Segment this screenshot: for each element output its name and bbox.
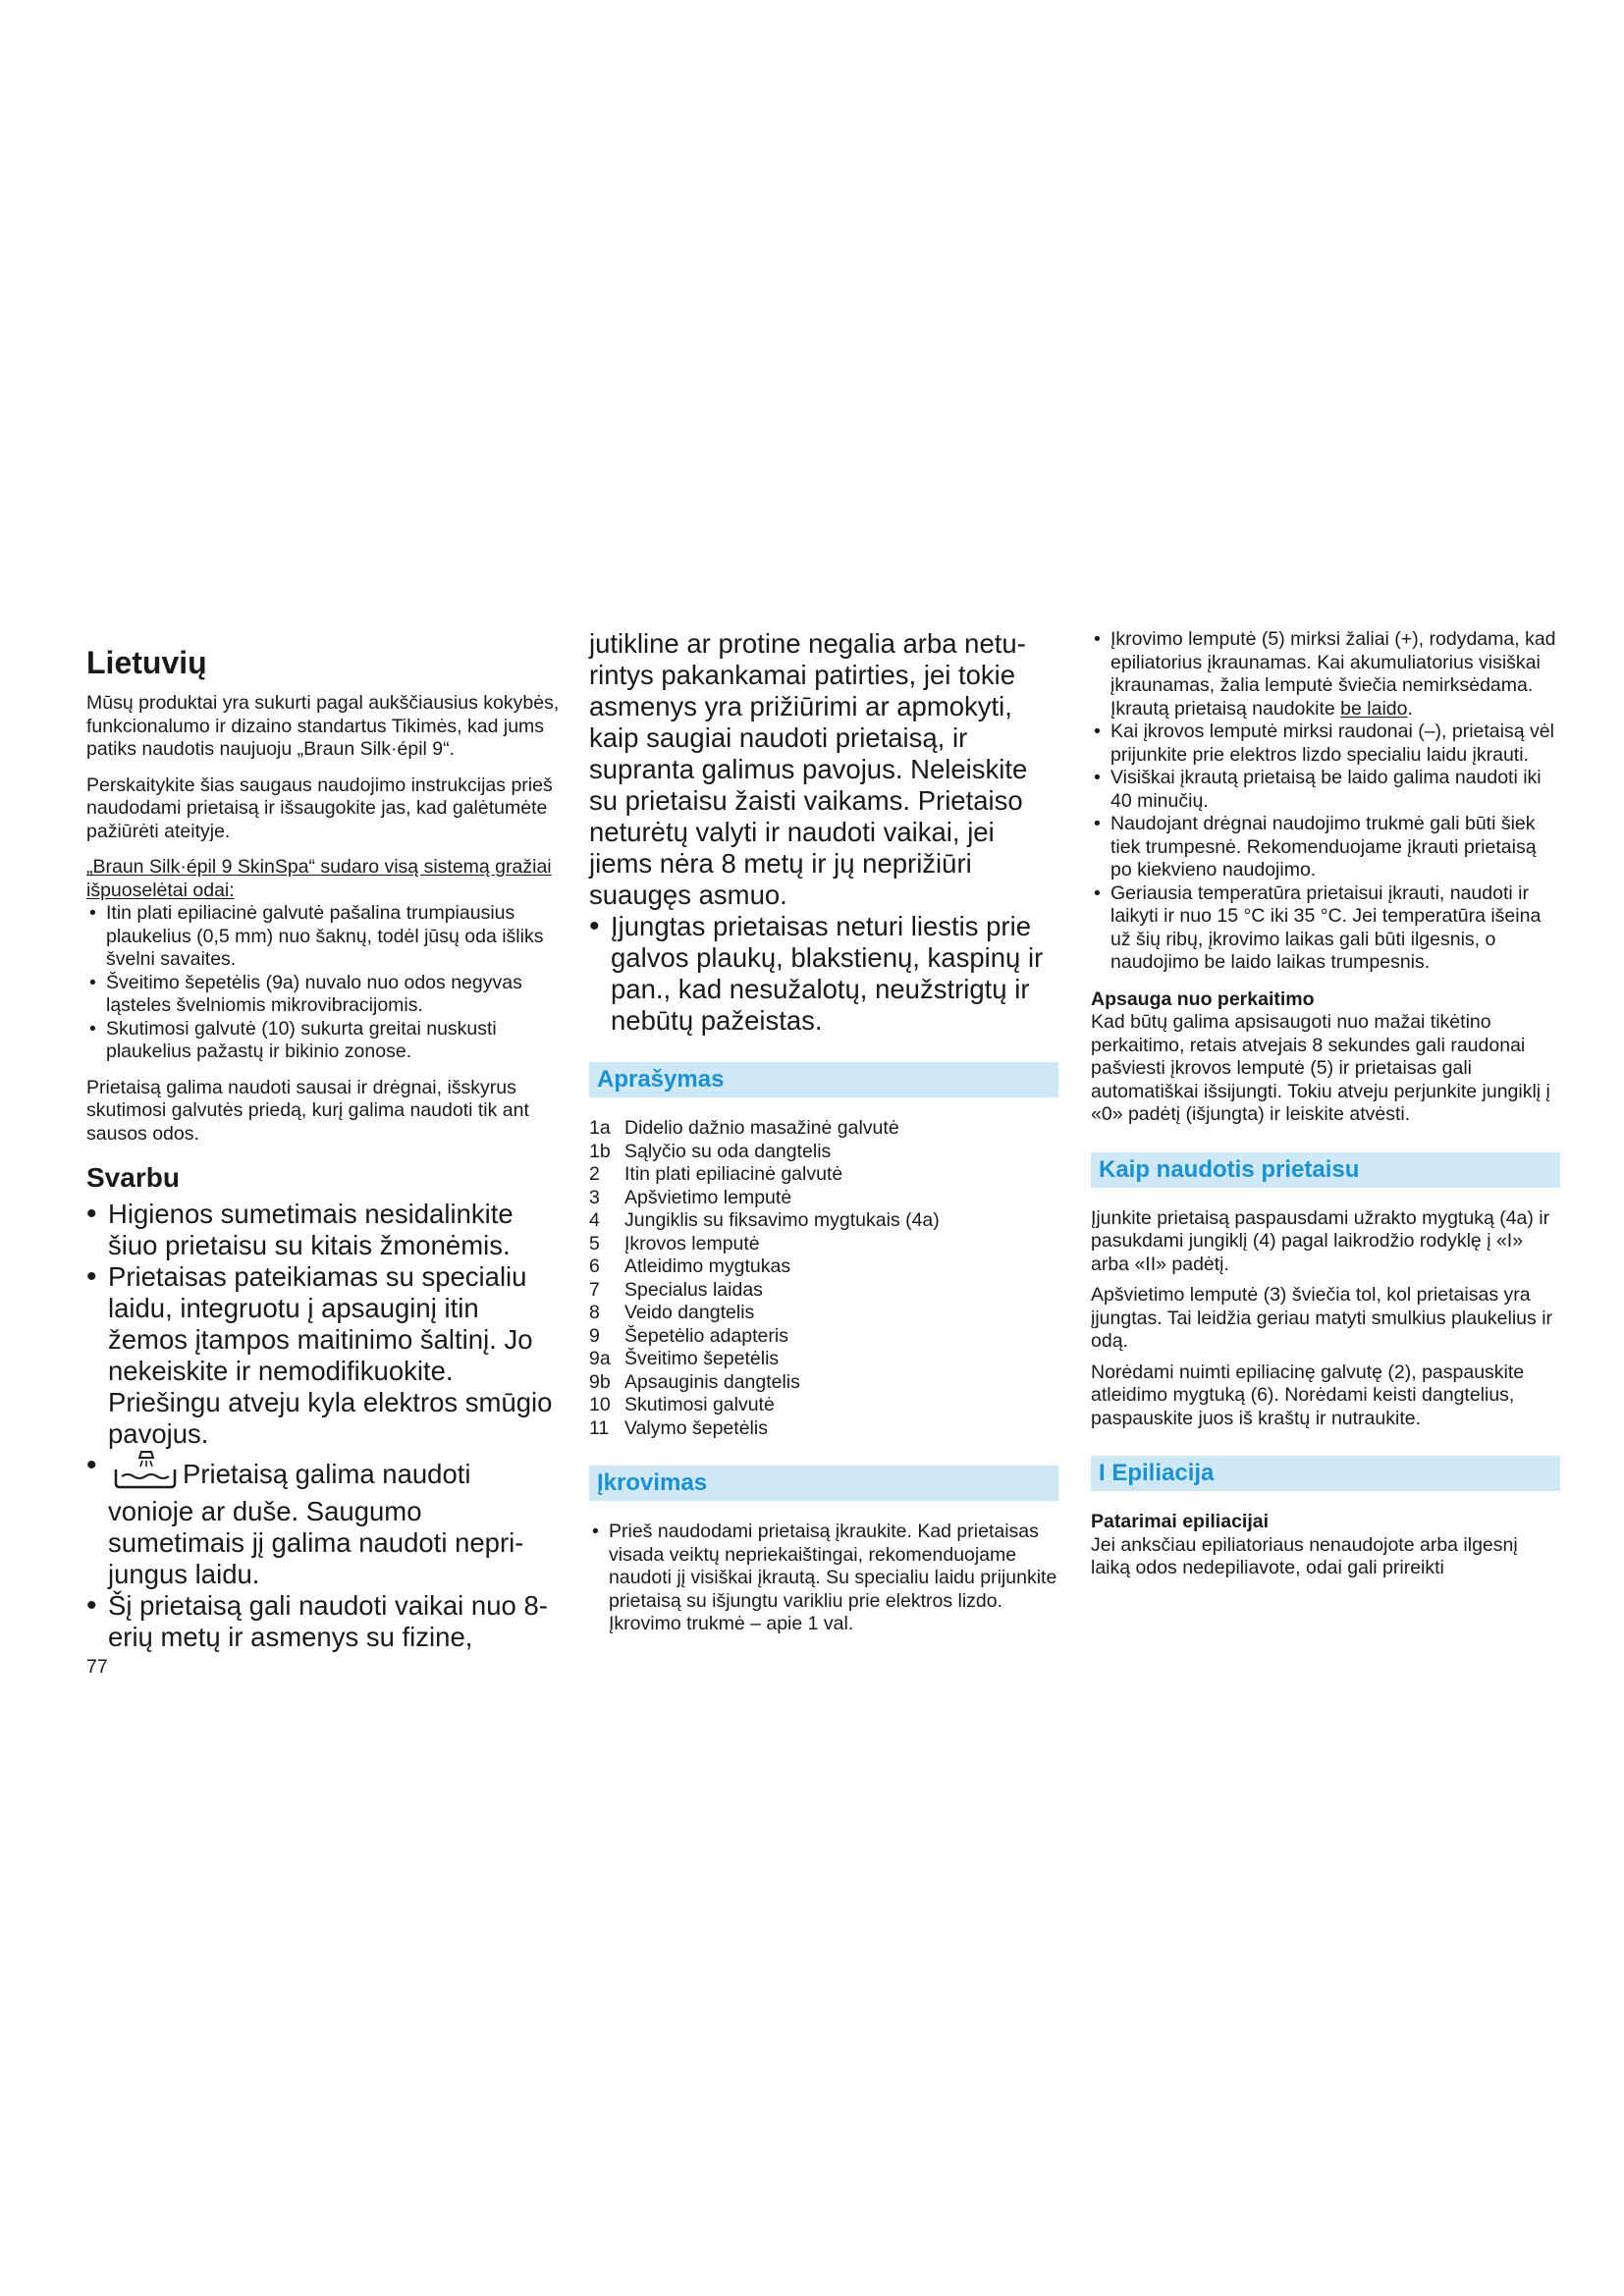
part-label: Didelio dažnio masažinė galvutė xyxy=(624,1117,899,1139)
part-number: 3 xyxy=(589,1186,600,1208)
bath-text-rest: vonioje ar duše. Saugumo sumetimais jį galima naudoti neprijungus laidu. xyxy=(108,1496,524,1589)
part-label: Jungiklis su fiksavimo mygtukais (4a) xyxy=(624,1209,940,1231)
charging-list xyxy=(589,1521,1058,1636)
part-row xyxy=(589,1163,1058,1187)
part-row xyxy=(589,1255,1058,1279)
column-middle xyxy=(589,628,1058,1636)
part-row xyxy=(589,1417,1058,1441)
safety-instructions-paragraph: Perskaitykite šias saugaus naudojimo instrukcijas prieš naudodami prietaisą ir išsaugokite jas, kad galėtumėte pažiūrėti ateityje. xyxy=(86,774,553,842)
how-to-paragraph: Norėdami nuimti epiliacinę galvutę (2), paspauskite atleidimo mygtuką (6). Norėdami keisti dangtelius, paspauskite juos iš kraštų ir nutraukite. xyxy=(1091,1361,1525,1429)
part-number: 2 xyxy=(589,1163,600,1185)
how-to-paragraph: Apšvietimo lemputė (3) šviečia tol, kol prietaisas yra įjungtas. Tai leidžia geriau matyti smulkius plaukelius ir odą. xyxy=(1091,1284,1553,1352)
list-item: • Šveitimo šepetėlis (9a) nuvalo nuo odos negyvas ląsteles švelniomis mikrovibracijomis. xyxy=(86,972,560,1018)
how-to-paragraph: Įjunkite prietaisą paspausdami užrakto mygtuką (4a) ir pasukdami jungiklį (4) pagal laikrodžio rodyklę į «I» arba «II» padėtį. xyxy=(1091,1206,1550,1275)
part-label: Apsauginis dangtelis xyxy=(624,1370,800,1393)
parts-list xyxy=(589,1117,1058,1440)
charging-heading: Įkrovimas xyxy=(589,1466,1058,1501)
part-number: 1a xyxy=(589,1117,611,1139)
overheat-heading: Apsauga nuo perkaitimo xyxy=(1091,988,1315,1010)
part-row xyxy=(589,1394,1058,1417)
part-row xyxy=(589,1187,1058,1210)
list-item: • Itin plati epiliacinė galvutė pašalina trumpiausius plaukelius (0,5 mm) nuo šaknų, todėl jūsų oda išliks švelni savaites. xyxy=(86,902,560,972)
list-item: • Geriausia temperatūra prietaisui įkrauti, naudoti ir laikyti ir nuo 15 °C iki 35 °C. Jei temperatūra išeina už šių ribų, įkrovimo laikas gali būti ilgesnis, o naudojimo be laido laikas trumpesnis. xyxy=(1091,882,1560,975)
switched-on-list xyxy=(589,911,1058,1037)
part-number: 9 xyxy=(589,1324,600,1347)
part-label: Specialus laidas xyxy=(624,1278,763,1301)
important-heading: Svarbu xyxy=(86,1162,180,1193)
list-item: • Prietaisas pateikiamas su specialiu laidu, integruotu į apsauginį itin žemos įtampos maitinimo šaltinį. Jo nekeiskite ir nemodifikuokite. Priešingu atveju kyla elektros smūgio pavojus. xyxy=(86,1261,560,1450)
list-item: • Įjungtas prietaisas neturi liestis prie galvos plaukų, blakstienų, kaspinų ir pan., kad nesužalotų, neužstrigtų ir nebūtų pažeistas. xyxy=(589,911,1058,1037)
part-label: Valymo šepetėlis xyxy=(624,1416,768,1439)
list-item xyxy=(86,1450,560,1590)
part-number: 10 xyxy=(589,1394,611,1415)
important-list xyxy=(86,1199,560,1653)
part-row xyxy=(589,1209,1058,1233)
how-to-use-heading: Kaip naudotis prietaisu xyxy=(1091,1152,1560,1188)
overheat-paragraph: Kad būtų galima apsisaugoti nuo mažai tikėtino perkaitimo, retais atvejais 8 sekundes gali raudonai pašviesti įkrovos lemputė (5) ir prietaisas gali automatiškai išsijungti. Tokiu atveju perjunkite jungiklį į «0» padėtį (išjungta) ir leiskite atvėsti. xyxy=(1091,1011,1550,1125)
bath-text-start: Prietaisą galima naudoti xyxy=(183,1459,471,1489)
tips-heading: Patarimai epiliacijai xyxy=(1091,1511,1270,1532)
epilation-heading: I Epiliacija xyxy=(1091,1456,1560,1491)
part-row xyxy=(589,1348,1058,1371)
list-item: • Naudojant drėgnai naudojimo trukmė gali būti šiek tiek trumpesnė. Rekomenduojame įkrauti prietaisą po kiekvieno naudojimo. xyxy=(1091,813,1560,882)
part-label: Atleidimo mygtukas xyxy=(624,1255,791,1277)
part-label: Itin plati epiliacinė galvutė xyxy=(624,1163,843,1185)
system-list xyxy=(86,902,560,1064)
charging-info-list xyxy=(1091,628,1560,975)
list-item: • Higienos sumetimais nesidalinkite šiuo prietaisu su kitais žmonėmis. xyxy=(86,1199,560,1261)
part-label: Skutimosi galvutė xyxy=(624,1394,775,1415)
list-item: • Įkrovimo lemputė (5) mirksi žaliai (+), rodydama, kad epiliatorius įkraunamas. Kai akumuliatorius visiškai įkraunamas, žalia lemputė šviečia nemirksėdama. Įkrautą prietaisą naudokite be laido. xyxy=(1091,628,1560,721)
language-heading: Lietuvių xyxy=(86,645,207,680)
tips-paragraph: Jei anksčiau epiliatoriaus nenaudojote arba ilgesnį laiką odos nedepiliavote, odai gali prireikti xyxy=(1091,1533,1518,1578)
cordless-text: be laido xyxy=(1340,697,1408,720)
description-heading: Aprašymas xyxy=(589,1062,1058,1097)
wet-dry-paragraph: Prietaisą galima naudoti sausai ir drėgnai, išskyrus skutimosi galvutės priedą, kurį galima naudoti tik ant sausos odos. xyxy=(86,1076,529,1145)
part-label: Šepetėlio adapteris xyxy=(624,1324,788,1347)
part-row xyxy=(589,1302,1058,1325)
children-continuation: jutikline ar protine negalia arba neturintys pakankamai patirties, jei tokie asmenys yra prižiūrimi ar apmokyti, kaip saugiai naudoti prietaisą, ir supranta galimus pavojus. Neleiskite su prietaisu žaisti vaikams. Prietaiso neturėtų valyti ir naudoti vaikai, jei jiems nėra 8 metų ir jų neprižiūri suaugęs asmuo. xyxy=(589,628,1028,910)
page-number: 77 xyxy=(86,1656,108,1678)
part-number: 8 xyxy=(589,1302,600,1323)
part-label: Šveitimo šepetėlis xyxy=(624,1348,780,1369)
part-number: 1b xyxy=(589,1140,611,1162)
part-row xyxy=(589,1371,1058,1395)
part-row xyxy=(589,1325,1058,1349)
part-row xyxy=(589,1141,1058,1164)
list-item: • Kai įkrovos lemputė mirksi raudonai (–), prietaisą vėl prijunkite prie elektros lizdo specialiu laidu įkrauti. xyxy=(1091,721,1560,767)
charging-indicator-text: Įkrovimo lemputė (5) mirksi žaliai (+), rodydama, kad epiliatorius įkraunamas. Kai akumuliatorius visiškai įkraunamas, žalia lemputė šviečia nemirksėdama. Įkrautą prietaisą naudokite xyxy=(1110,628,1556,720)
list-item: • Prieš naudodami prietaisą įkraukite. Kad prietaisas visada veiktų nepriekaištingai, rekomenduojame naudoti jį visiškai įkrautą. Su specialiu laidu prijunkite prietaisą su išjungtu varikliu prie elektros lizdo. Įkrovimo trukmė – apie 1 val. xyxy=(589,1521,1058,1636)
part-number: 9b xyxy=(589,1370,611,1393)
part-row xyxy=(589,1279,1058,1303)
part-number: 4 xyxy=(589,1209,600,1231)
column-left xyxy=(86,628,560,1653)
part-label: Sąlyčio su oda dangtelis xyxy=(624,1140,832,1162)
part-label: Įkrovos lemputė xyxy=(624,1232,760,1255)
part-number: 5 xyxy=(589,1232,600,1255)
list-item: • Šį prietaisą gali naudoti vaikai nuo 8-erių metų ir asmenys su fizine, xyxy=(86,1590,560,1653)
part-label: Veido dangtelis xyxy=(624,1302,755,1323)
part-number: 6 xyxy=(589,1255,600,1277)
part-number: 7 xyxy=(589,1278,600,1301)
system-title: „Braun Silk·épil 9 SkinSpa“ sudaro visą sistemą gražiai išpuoselėtai odai: xyxy=(86,856,552,901)
part-number: 11 xyxy=(589,1416,610,1439)
list-item: • Skutimosi galvutė (10) sukurta greitai nuskusti plaukelius pažastų ir bikinio zonose. xyxy=(86,1018,560,1064)
intro-paragraph: Mūsų produktai yra sukurti pagal aukščiausius kokybės, funkcionalumo ir dizaino standartus Tikimės, kad jums patiks naudotis naujuoju „Braun Silk·épil 9“. xyxy=(86,692,560,760)
part-row xyxy=(589,1233,1058,1256)
column-right xyxy=(1091,628,1560,1580)
list-item: • Visiškai įkrautą prietaisą be laido galima naudoti iki 40 minučių. xyxy=(1091,767,1560,813)
part-label: Apšvietimo lemputė xyxy=(624,1186,792,1208)
part-row xyxy=(589,1117,1058,1141)
bath-shower-icon xyxy=(112,1450,179,1496)
part-number: 9a xyxy=(589,1348,611,1369)
